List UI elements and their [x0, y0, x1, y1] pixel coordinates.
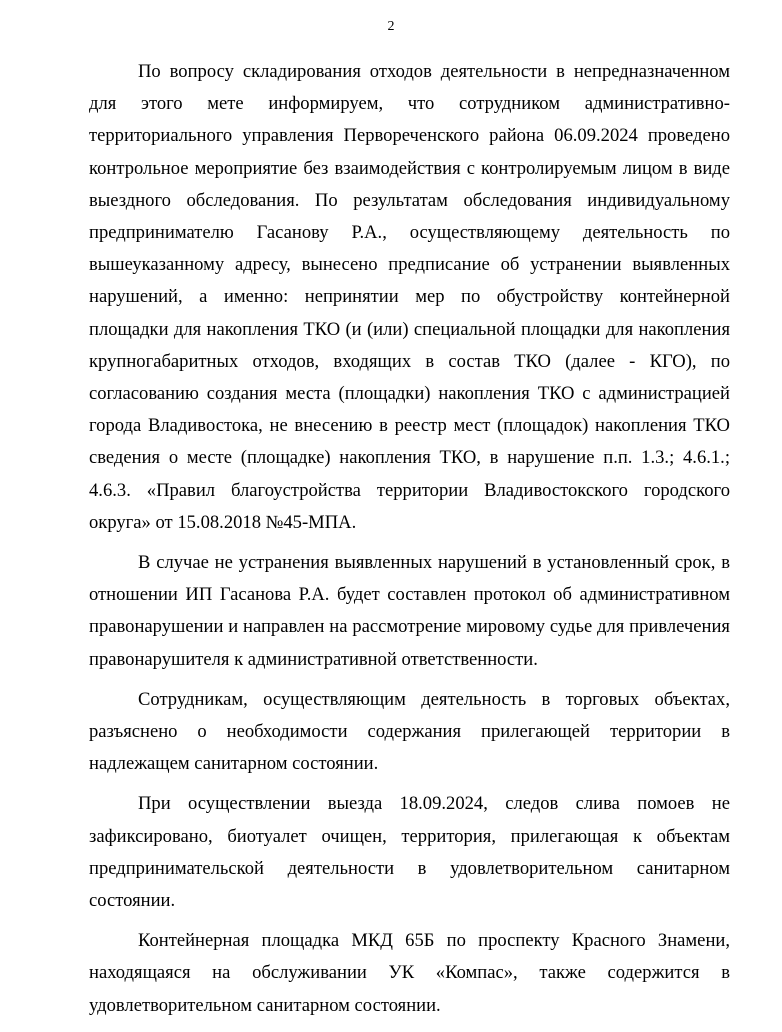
- page-number: 2: [387, 19, 395, 34]
- document-body: [89, 56, 730, 1022]
- paragraph-staff-explained: Сотрудникам, осуществляющим деятельность в торговых объектах, разъяснено о необходимости содержания прилегающей территории в надлежащем санитарном состоянии.: [89, 688, 730, 775]
- paragraph-waste-storage: По вопросу складирования отходов деятельности в непредназначенном для этого мете информируем, что сотрудником административно-территориального управления Первореченского района 06.09.2024 проведено контрольное мероприятие без взаимодействия с контролируемым лицом в виде выездного обследования. По результатам обследования индивидуальному предпринимателю Гасанову Р.А., осуществляющему деятельность по вышеуказанному адресу, вынесено предписание об устранении выявленных нарушений, а именно: непринятии мер по обустройству контейнерной площадки для накопления ТКО (и (или) специальной площадки для накопления крупногабаритных отходов, входящих в состав ТКО (далее - КГО), по согласованию создания места (площадки) накопления ТКО с администрацией города Владивостока, не внесению в реестр мест (площадок) накопления ТКО сведения о месте (площадке) накопления ТКО, в нарушение п.п. 1.3.; 4.6.1.; 4.6.3. «Правил благоустройства территории Владивостокского городского округа» от 15.08.2018 №45-МПА.: [89, 61, 730, 533]
- paragraph-non-compliance: В случае не устранения выявленных нарушений в установленный срок, в отношении ИП Гасанова Р.А. будет составлен протокол об административном правонарушении и направлен на рассмотрение мировому судье для привлечения правонарушителя к административной ответственности.: [89, 552, 730, 670]
- paragraph-inspection-result: При осуществлении выезда 18.09.2024, следов слива помоев не зафиксировано, биотуалет очищен, территория, прилегающая к объектам предпринимательской деятельности в удовлетворительном санитарном состоянии.: [89, 793, 730, 912]
- paragraph-container-site: Контейнерная площадка МКД 65Б по проспекту Красного Знамени, находящаяся на обслуживании УК «Компас», также содержится в удовлетворительном санитарном состоянии.: [89, 930, 730, 1016]
